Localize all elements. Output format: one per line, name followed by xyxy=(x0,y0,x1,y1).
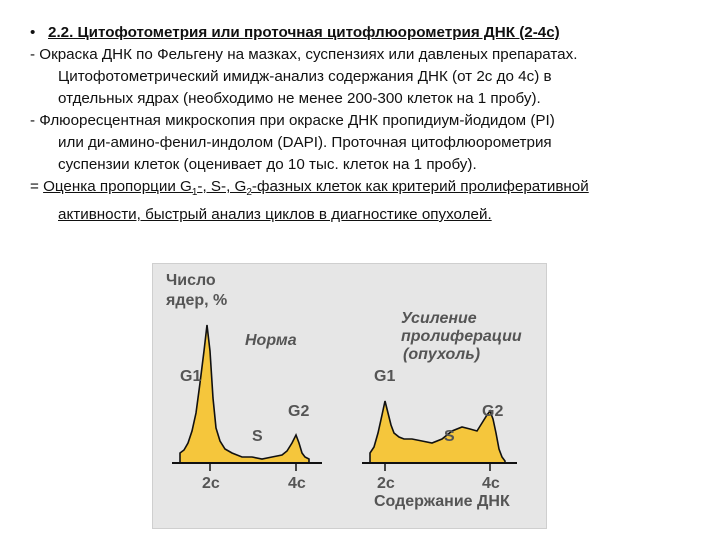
conclusion-prefix: = xyxy=(30,178,44,195)
conclusion-part-a: Оценка пропорции G xyxy=(43,178,192,195)
para1-line3: отдельных ядрах (необходимо не менее 200-300 клеток на 1 пробу). xyxy=(58,90,541,107)
conclusion-line1 xyxy=(30,176,710,204)
left-2c-label: 2c xyxy=(202,475,220,492)
y-label-line2: ядер, % xyxy=(166,292,228,309)
right-4c-label: 4c xyxy=(482,475,500,492)
heading-line xyxy=(30,22,710,44)
conclusion-line2 xyxy=(30,204,710,226)
x-axis-label: Содержание ДНК xyxy=(374,493,510,510)
left-g2-label: G2 xyxy=(288,403,310,420)
y-label-line1: Число xyxy=(166,272,216,289)
conclusion-part-b: -, S-, G xyxy=(197,178,247,195)
para1-line1: - Окраска ДНК по Фельгену на мазках, суспензиях или давленых препаратах. xyxy=(30,46,578,63)
subscript-1: 1 xyxy=(191,187,198,199)
right-s-label: S xyxy=(444,428,455,445)
heading-title: 2.2. Цитофотометрия или проточная цитофлюорометрия ДНК (2-4с) xyxy=(48,24,560,41)
histogram-svg xyxy=(152,263,547,529)
right-2c-label: 2c xyxy=(377,475,395,492)
para2-line3: суспензии клеток (оценивает до 10 тыс. клеток на 1 пробу). xyxy=(58,156,477,173)
para2-line1: - Флюоресцентная микроскопия при окраске ДНК пропидиум-йодидом (PI) xyxy=(30,112,555,129)
dna-histogram-figure xyxy=(152,263,547,529)
tumor-title-line2: пролиферации xyxy=(401,328,522,345)
right-g1-label: G1 xyxy=(374,368,396,385)
conclusion-part-c: -фазных клеток как критерий пролиферативной xyxy=(251,178,589,195)
left-4c-label: 4c xyxy=(288,475,306,492)
left-s-label: S xyxy=(252,428,263,445)
tumor-title-line3: (опухоль) xyxy=(403,346,481,363)
subscript-2: 2 xyxy=(246,187,252,199)
left-g1-label: G1 xyxy=(180,368,202,385)
right-g2-label: G2 xyxy=(482,403,504,420)
conclusion-line2-text: активности, быстрый анализ циклов в диагностике опухолей. xyxy=(58,206,492,224)
normal-title: Норма xyxy=(245,332,297,349)
conclusion-text-a xyxy=(43,178,589,199)
tumor-title-line1: Усиление xyxy=(401,310,477,327)
text-content xyxy=(30,22,710,226)
para2-line2: или ди-амино-фенил-индолом (DAPI). Проточная цитофлюорометрия xyxy=(58,134,552,151)
bullet: • xyxy=(30,24,36,41)
para1-line2: Цитофотометрический имидж-анализ содержания ДНК (от 2с до 4с) в xyxy=(58,68,552,85)
